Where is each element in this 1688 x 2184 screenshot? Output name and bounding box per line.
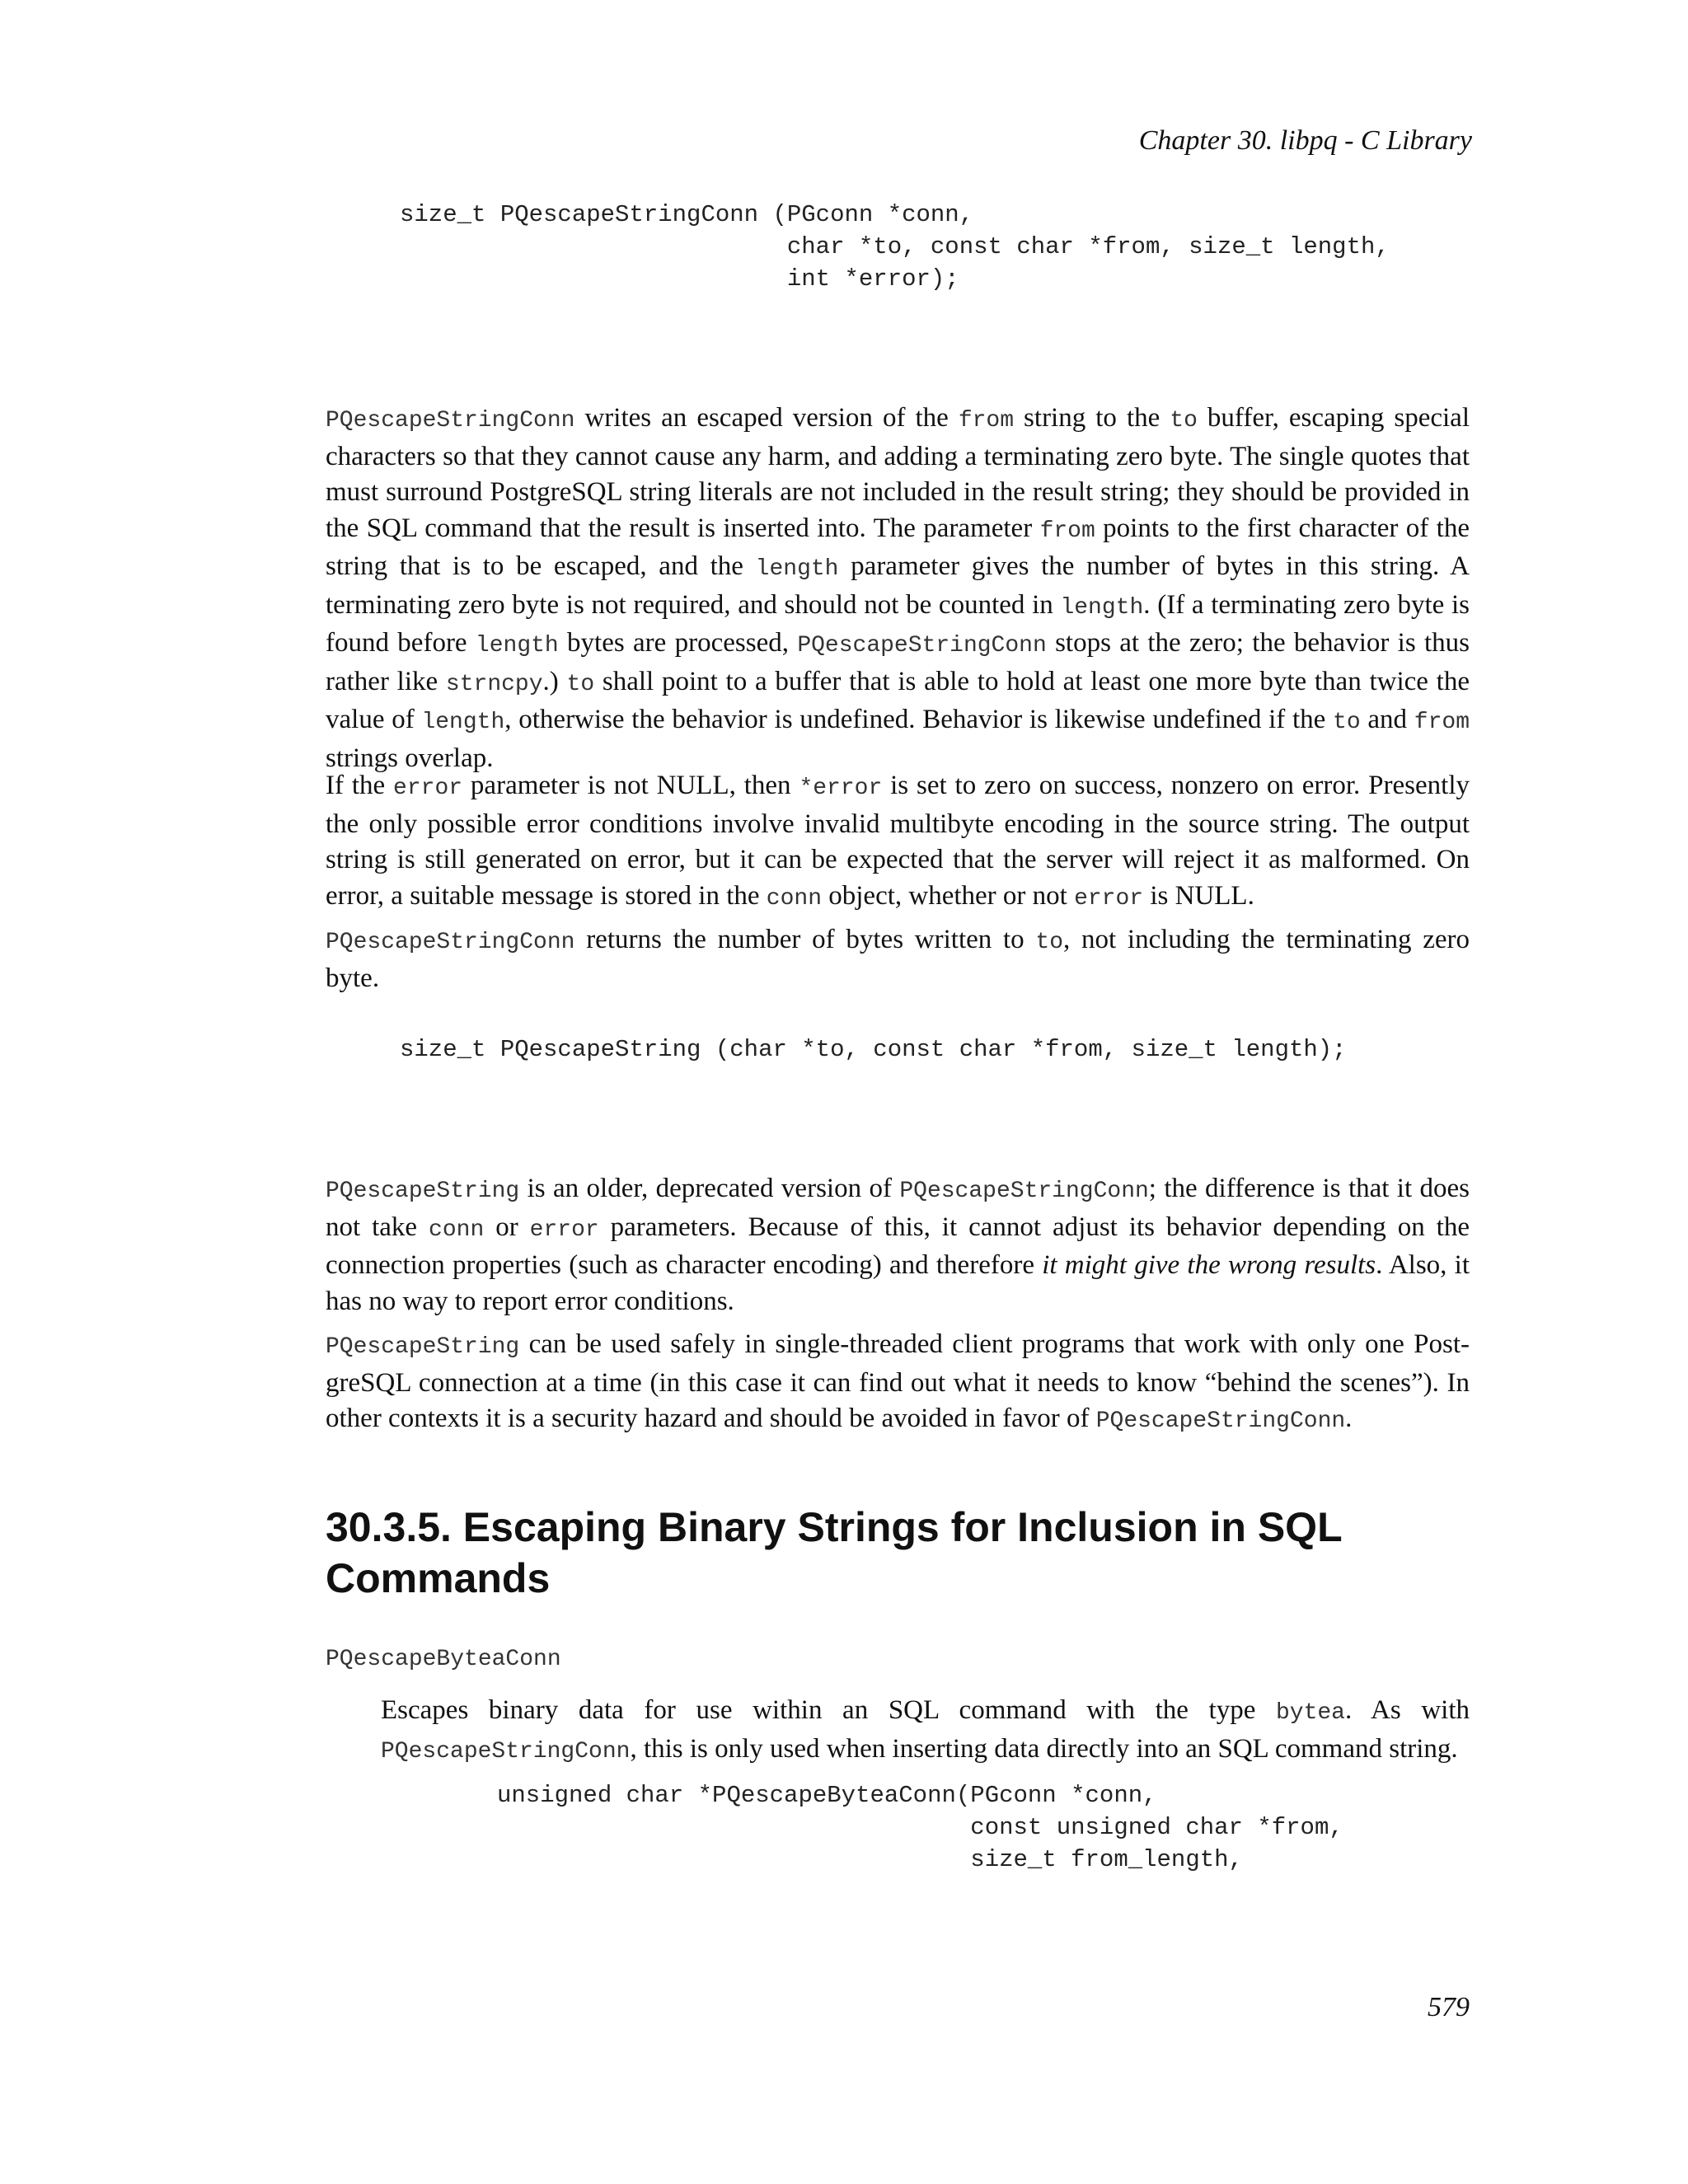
- inline-code: PQescapeString: [326, 1334, 520, 1360]
- inline-code: error: [529, 1216, 599, 1243]
- text-run: parameter is not NULL, then: [462, 771, 799, 800]
- text-run: ; the difference is that it does not take: [326, 1174, 1470, 1242]
- text-run: strings overlap.: [326, 743, 494, 773]
- text-run: .): [542, 666, 567, 696]
- text-run: , otherwise the behavior is undefined. Behavior is likewise undefined if the: [504, 705, 1334, 734]
- inline-code: *error: [799, 776, 883, 801]
- text-run: returns the number of bytes written to: [574, 925, 1036, 954]
- text-run: is NULL.: [1143, 880, 1254, 911]
- paragraph-deprecated: [326, 1171, 1470, 1319]
- text-run: . (If a terminating zero byte is found before: [326, 589, 1470, 658]
- inline-code: length: [755, 556, 839, 582]
- inline-code: length: [1060, 594, 1144, 621]
- inline-code: PQescapeString: [326, 1179, 520, 1204]
- text-run: .: [1345, 1404, 1353, 1433]
- paragraph-bytea-description: [381, 1693, 1470, 1769]
- inline-code: PQescapeStringConn: [899, 1179, 1149, 1204]
- inline-code: from: [1414, 710, 1470, 735]
- text-run: and: [1360, 705, 1414, 734]
- inline-code: conn: [766, 885, 822, 912]
- inline-code: error: [393, 776, 463, 801]
- inline-code: PQescapeStringConn: [1095, 1408, 1346, 1434]
- text-run: If the: [326, 771, 394, 800]
- inline-code: to: [1333, 710, 1361, 735]
- text-run: Escapes binary data for use within an SQL command with the type: [381, 1695, 1276, 1725]
- inline-code: to: [1170, 408, 1198, 434]
- text-run: points to the first character of the string that is to be escaped, and the: [326, 513, 1470, 581]
- section-heading: 30.3.5. Escaping Binary Strings for Inclusion in SQL Commands: [326, 1504, 1342, 1601]
- inline-code: PQescapeStringConn: [326, 930, 575, 955]
- inline-code: bytea: [1275, 1700, 1345, 1726]
- text-run: object, whether or not: [822, 880, 1075, 911]
- paragraph-error-parameter: [326, 768, 1470, 916]
- inline-code: length: [475, 633, 559, 658]
- inline-code: strncpy: [445, 671, 543, 697]
- text-run: parameter gives the number of bytes in this string. A terminating zero byte is not required, and should not be counted in: [326, 551, 1470, 620]
- code-block-pqescapestringconn: size_t PQescapeStringConn (PGconn *conn, char *to, const char *from, size_t length, int *error);: [400, 201, 1390, 293]
- running-head: Chapter 30. libpq - C Library: [1138, 125, 1472, 156]
- text-run: bytes are processed,: [558, 628, 798, 658]
- inline-code: from: [958, 408, 1015, 434]
- text-run: stops at the zero; the behavior is thus rather like: [326, 628, 1470, 696]
- text-run: parameters. Because of this, it cannot adjust its behavior depending on the connection properties (such as character encoding) and therefore: [326, 1212, 1470, 1280]
- text-run: is set to zero on success, nonzero on error. Presently the only possible error conditions involve invalid multibyte encoding in the source string. The output string is still generated on error, but it can be expected that the server will reject it as malformed. On error, a suitable message is stored in the: [326, 771, 1470, 911]
- text-run: . Also, it has no way to report error conditions.: [326, 1250, 1470, 1316]
- code-block-pqescapebyteaconn: unsigned char *PQescapeByteaConn(PGconn *conn, const unsigned char *from, size_t from_length,: [497, 1782, 1343, 1873]
- text-run: is an older, deprecated version of: [519, 1174, 900, 1203]
- emphasis: it might give the wrong results: [1042, 1250, 1376, 1280]
- page-number: 579: [1428, 1992, 1470, 2022]
- text-run: buffer, escaping special characters so that they cannot cause any harm, and adding a terminating zero byte. The single quotes that must surround PostgreSQL string literals are not included in the result string; they should be provided in the SQL command that the result is inserted into. The parameter: [326, 403, 1470, 543]
- text-run: , not including the terminating zero byte.: [326, 925, 1470, 993]
- inline-code: PQescapeStringConn: [326, 408, 575, 434]
- text-run: shall point to a buffer that is able to hold at least one more byte than twice the value of: [326, 666, 1470, 734]
- paragraph-security: [326, 1327, 1470, 1440]
- inline-code: length: [421, 710, 505, 735]
- paragraph-return-value: [326, 922, 1470, 996]
- inline-code: to: [1035, 930, 1064, 955]
- inline-code: to: [566, 671, 595, 697]
- inline-code: error: [1074, 885, 1144, 912]
- text-run: writes an escaped version of the: [574, 403, 959, 433]
- text-run: can be used safely in single-threaded client programs that work with only one PostgreSQL connection at a time (in this case it can find out what it needs to know “behind the scenes”). In other contexts it is a security hazard and should be avoided in favor of: [326, 1329, 1470, 1433]
- function-term: PQescapeByteaConn: [326, 1647, 561, 1672]
- code-block-pqescapestring: size_t PQescapeString (char *to, const char *from, size_t length);: [400, 1036, 1347, 1063]
- text-run: string to the: [1014, 403, 1170, 433]
- text-run: , this is only used when inserting data directly into an SQL command string.: [630, 1733, 1458, 1764]
- paragraph-description: [326, 401, 1470, 776]
- inline-code: PQescapeStringConn: [381, 1738, 631, 1765]
- inline-code: from: [1039, 518, 1095, 544]
- inline-code: conn: [429, 1216, 485, 1243]
- text-run: or: [484, 1212, 530, 1242]
- inline-code: PQescapeStringConn: [797, 633, 1047, 658]
- text-run: . As with: [1344, 1695, 1470, 1725]
